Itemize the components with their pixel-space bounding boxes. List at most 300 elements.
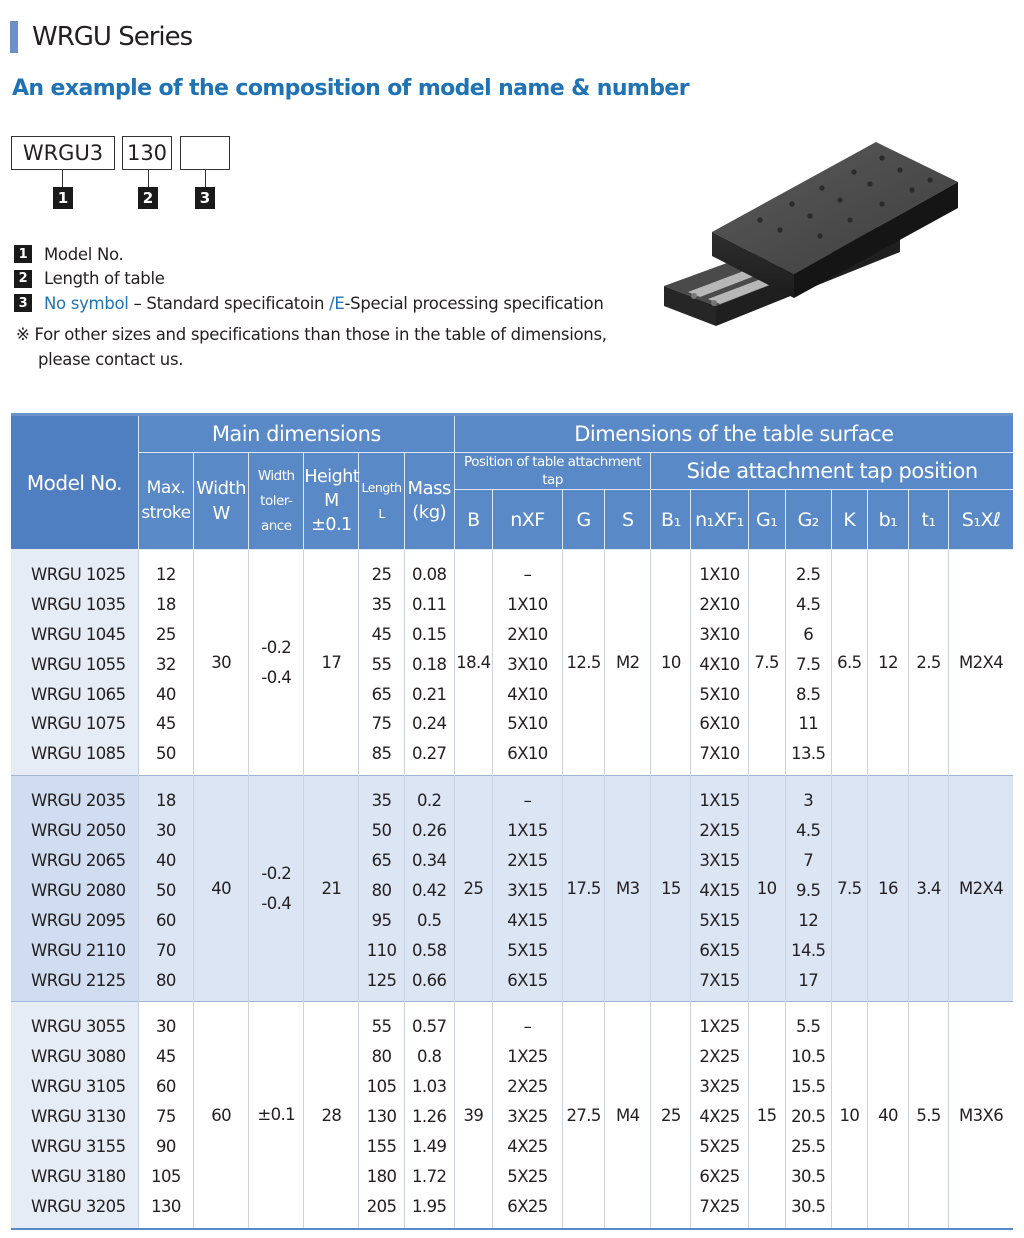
cell-values [786,1002,831,1227]
cell-values [691,550,747,775]
col-mass-header [404,453,454,550]
cell-value: 1X10 [699,565,740,584]
cell-value: 1X25 [507,1047,548,1067]
cell-value: 6X15 [699,940,740,960]
b1-cell: 10 [651,550,691,776]
k-cell: 7.5 [831,776,867,1002]
cell-value: 35 [371,594,392,614]
model-number: WRGU 1035 [31,594,126,614]
cell-value: 35 [371,791,392,811]
legend-item [14,242,604,267]
header-line: toler- [260,492,293,509]
tolerance-values [249,1100,303,1130]
stroke-cell [138,1002,193,1229]
tolerance-value: -0.2 [261,863,292,883]
model-number: WRGU 1055 [31,654,126,674]
cell-value: 130 [151,1196,181,1216]
cell-values [786,776,831,1001]
cell-value: – [523,1017,532,1037]
model-number: WRGU 2080 [31,880,126,900]
dimensions-table [11,413,1013,1230]
cell-value: 3X15 [507,880,548,900]
cell-value: 0.24 [412,714,447,734]
cell-value: 65 [371,684,392,704]
cell-value: 1.03 [412,1077,447,1097]
cell-value: 1X10 [507,594,548,614]
cell-value: 6X15 [507,970,548,990]
cell-value: 30 [156,821,176,841]
tolerance-value: -0.4 [261,893,292,913]
header-line: ±0.1 [311,515,352,535]
length-cell [359,776,404,1002]
cell-value: 13.5 [791,744,826,764]
cell-value: 125 [366,970,397,990]
cell-value: 1.95 [412,1196,447,1216]
title-accent-bar [10,21,18,53]
cell-value: 50 [371,821,392,841]
cell-value: 0.5 [416,910,442,930]
cell-value: 4X25 [699,1107,740,1127]
cell-value: 0.27 [412,744,447,764]
cell-value: 2.5 [796,565,821,584]
b1-cell: 15 [651,776,691,1002]
legend-badge: 2 [14,270,32,288]
col-tolerance-header [249,453,304,550]
cell-value: 0.8 [416,1047,442,1067]
model-values [11,776,138,1001]
t1-cell: 5.5 [909,1002,949,1229]
table-row-group [11,550,1013,776]
model-number: WRGU 2110 [31,940,126,960]
connector-line-3 [205,170,206,187]
cell-value: 7.5 [796,654,821,674]
connector-line-1 [62,170,63,187]
width-cell: 60 [194,1002,249,1229]
cell-value: 40 [156,684,176,704]
n1xf1-cell [691,776,748,1002]
k-cell: 6.5 [831,550,867,776]
header-line: (kg) [412,502,447,523]
cell-value: 5X15 [699,910,740,930]
cell-value: 0.08 [412,565,447,584]
col-nxf-header: nXF [492,490,562,550]
model-list [11,776,138,1002]
model-number: WRGU 3205 [31,1196,126,1216]
s1xl-cell: M3X6 [949,1002,1013,1229]
model-number: WRGU 3180 [31,1166,126,1186]
legend-item [14,267,604,292]
cell-value: 7X15 [699,970,740,990]
cell-value: 3X10 [699,624,740,644]
model-number: WRGU 3055 [31,1017,126,1037]
b1-lower-cell: 16 [867,776,908,1002]
col-width-header [194,453,249,550]
note-line: ※ For other sizes and specifications than those in the table of dimensions, [16,325,607,344]
cell-value: 30.5 [791,1166,826,1186]
length-cell [359,1002,404,1229]
legend-text: – Standard specificatoin [128,293,330,313]
col-g-header: G [563,490,605,550]
cell-value: 3X10 [507,654,548,674]
cell-values [405,550,454,775]
section-subtitle: An example of the composition of model name & number [12,76,689,101]
cell-value: 45 [371,624,392,644]
header-line: Mass [407,478,451,499]
cell-value: 32 [156,654,176,674]
cell-value: 3X25 [699,1077,740,1097]
stroke-cell [138,550,193,776]
cell-value: 40 [156,851,176,871]
model-no-header: Model No. [11,415,138,550]
s1xl-cell: M2X4 [949,776,1013,1002]
cell-value: 3X25 [507,1107,548,1127]
table-row-group [11,776,1013,1002]
b1-lower-cell: 40 [867,1002,908,1229]
cell-value: – [523,791,532,811]
s-cell: M4 [605,1002,651,1229]
s-cell: M3 [605,776,651,1002]
contact-note [16,322,607,372]
col-g1-header: G₁ [748,490,785,550]
cell-value: 25.5 [791,1137,826,1157]
b-cell: 39 [454,1002,492,1229]
legend-text: Model No. [44,244,124,264]
model-values [11,550,138,775]
cell-value: 9.5 [796,880,821,900]
g-cell: 12.5 [563,550,605,776]
col-g2-header: G₂ [785,490,831,550]
tolerance-value: -0.2 [261,637,292,657]
height-cell: 28 [304,1002,359,1229]
cell-values [691,776,747,1001]
legend-item [14,291,604,316]
cell-value: 4X15 [507,910,548,930]
cell-value: 2X25 [507,1077,548,1097]
cell-value: 5X10 [699,684,740,704]
model-number: WRGU 1075 [31,714,126,734]
series-title-text: WRGU Series [32,22,193,52]
legend-highlight: No symbol [44,293,129,313]
cell-values [405,1002,454,1227]
g2-cell [785,550,831,776]
cell-value: 10.5 [791,1047,826,1067]
cell-values [786,550,831,775]
cell-value: 1.49 [412,1137,447,1157]
model-number: WRGU 2125 [31,970,126,990]
cell-value: 4.5 [796,594,821,614]
nxf-cell [492,550,562,776]
header-line: Max. [146,478,186,498]
cell-values [139,550,193,775]
col-b-header: B [454,490,492,550]
cell-value: 205 [366,1196,397,1216]
model-number: WRGU 3105 [31,1077,126,1097]
cell-value: 45 [156,714,176,734]
cell-value: 2X25 [699,1047,740,1067]
cell-value: 1.72 [412,1166,447,1186]
cell-value: 90 [156,1137,176,1157]
s-cell: M2 [605,550,651,776]
b1-cell: 25 [651,1002,691,1229]
legend [14,242,604,316]
model-list [11,1002,138,1229]
cell-value: 3X15 [699,851,740,871]
legend-highlight: /E [329,293,345,313]
cell-values [493,550,562,775]
k-cell: 10 [831,1002,867,1229]
width-cell: 40 [194,776,249,1002]
cell-value: 7X10 [699,744,740,764]
header-line: W [212,503,230,524]
cell-values [405,776,454,1001]
s1xl-cell: M2X4 [949,550,1013,776]
cell-value: 45 [156,1047,176,1067]
badge-1: 1 [53,187,73,209]
cell-value: 70 [156,940,176,960]
g1-cell: 7.5 [748,550,785,776]
model-number: WRGU 3130 [31,1107,126,1127]
model-number: WRGU 2035 [31,791,126,811]
model-number: WRGU 2095 [31,910,126,930]
cell-value: 1X15 [507,821,548,841]
header-line: stroke [141,503,191,523]
cell-value: 0.34 [412,851,447,871]
model-number: WRGU 2065 [31,851,126,871]
tolerance-cell [249,1002,304,1229]
length-cell [359,550,404,776]
tolerance-cell [249,550,304,776]
col-n1xf1-header: n₁XF₁ [691,490,748,550]
model-list [11,550,138,776]
table-surface-header: Dimensions of the table surface [454,415,1013,453]
tolerance-value: ±0.1 [257,1105,296,1125]
cell-value: 6X10 [699,714,740,734]
cell-value: 55 [371,654,392,674]
cell-value: 5X25 [699,1137,740,1157]
cell-value: 80 [371,880,392,900]
cell-value: 18 [156,594,176,614]
cell-value: 4.5 [796,821,821,841]
g2-cell [785,1002,831,1229]
cell-value: 50 [156,744,176,764]
col-b1-header: B₁ [651,490,691,550]
model-number: WRGU 1045 [31,624,126,644]
col-s-header: S [605,490,651,550]
cell-values [359,550,403,775]
cell-value: 75 [371,714,392,734]
cell-value: 4X10 [507,684,548,704]
cell-value: 110 [366,940,397,960]
b-cell: 25 [454,776,492,1002]
height-cell: 17 [304,550,359,776]
legend-text: Length of table [44,269,165,289]
badge-2: 2 [138,187,158,209]
model-number: WRGU 3080 [31,1047,126,1067]
mass-cell [404,1002,454,1229]
cell-value: 17 [798,970,819,990]
cell-value: 12 [156,565,176,584]
cell-values [359,776,403,1001]
cell-value: 4X10 [699,654,740,674]
cell-value: 5.5 [796,1017,821,1037]
cell-value: 7X25 [699,1196,740,1216]
model-number: WRGU 2050 [31,821,126,841]
cell-value: 95 [371,910,392,930]
cell-value: 1X25 [699,1017,740,1037]
cell-values [691,1002,747,1227]
b-cell: 18.4 [454,550,492,776]
cell-value: 2X15 [507,851,548,871]
header-line: Height [304,467,360,487]
cell-value: 75 [156,1107,176,1127]
col-stroke-header [138,453,193,550]
cell-value: 0.26 [412,821,447,841]
badge-3: 3 [195,187,215,209]
cell-value: 155 [366,1137,397,1157]
product-image [660,136,960,351]
model-number: WRGU 3155 [31,1137,126,1157]
model-number: WRGU 1025 [31,565,126,584]
cell-value: 0.21 [412,684,447,704]
cell-value: 50 [156,880,176,900]
cell-values [359,1002,403,1227]
code-box-option [180,136,230,170]
tolerance-value: -0.4 [261,667,292,687]
cell-value: 6X25 [699,1166,740,1186]
width-cell: 30 [194,550,249,776]
cell-value: 0.57 [412,1017,447,1037]
cell-value: 20.5 [791,1107,826,1127]
g1-cell: 10 [748,776,785,1002]
connector-line-2 [148,170,149,187]
cell-value: 8.5 [796,684,821,704]
side-tap-header: Side attachment tap position [651,453,1013,490]
cell-value: 0.66 [412,970,447,990]
cell-value: 0.58 [412,940,447,960]
code-box-length: 130 [122,136,172,170]
cell-value: 85 [371,744,392,764]
g1-cell: 15 [748,1002,785,1229]
cell-value: 5X10 [507,714,548,734]
t1-cell: 2.5 [909,550,949,776]
header-line: L [378,506,385,521]
col-s1xl-header: S₁Xℓ [949,490,1013,550]
model-values [11,1002,138,1227]
cell-value: 5X15 [507,940,548,960]
cell-values [493,776,562,1001]
mass-cell [404,550,454,776]
cell-value: 2X15 [699,821,740,841]
model-number: WRGU 1085 [31,744,126,764]
cell-value: 5X25 [507,1166,548,1186]
cell-value: 15.5 [791,1077,826,1097]
nxf-cell [492,1002,562,1229]
col-k-header: K [831,490,867,550]
cell-value: 105 [151,1166,181,1186]
cell-value: 80 [156,970,176,990]
cell-value: 25 [371,565,392,584]
cell-value: – [523,565,532,584]
cell-value: 2X10 [507,624,548,644]
cell-value: 6X25 [507,1196,548,1216]
series-title [10,20,192,54]
legend-badge: 3 [14,294,32,312]
cell-value: 30.5 [791,1196,826,1216]
stroke-cell [138,776,193,1002]
cell-value: 0.11 [412,594,447,614]
legend-badge: 1 [14,245,32,263]
cell-value: 25 [156,624,176,644]
header-line: M [324,491,339,511]
n1xf1-cell [691,1002,748,1229]
cell-values [139,1002,193,1227]
mass-cell [404,776,454,1002]
header-line: ance [260,517,292,534]
cell-value: 2X10 [699,594,740,614]
header-line: Length [361,480,402,495]
cell-value: 18 [156,791,176,811]
cell-value: 130 [366,1107,397,1127]
g-cell: 27.5 [563,1002,605,1229]
cell-value: 6 [803,624,814,644]
cell-value: 105 [366,1077,397,1097]
cell-value: 55 [371,1017,392,1037]
cell-value: 12 [798,910,819,930]
col-t1-header: t₁ [909,490,949,550]
nxf-cell [492,776,562,1002]
height-cell: 21 [304,776,359,1002]
header-line: Width [257,467,295,484]
cell-value: 60 [156,1077,176,1097]
cell-value: 0.15 [412,624,447,644]
col-length-header [359,453,404,550]
g2-cell [785,776,831,1002]
cell-values [493,1002,562,1227]
table-body [11,550,1013,1229]
cell-value: 11 [798,714,819,734]
cell-value: 4X25 [507,1137,548,1157]
cell-value: 30 [156,1017,176,1037]
n1xf1-cell [691,550,748,776]
header-line: Width [196,478,246,499]
tolerance-values [249,633,303,693]
cell-value: 7 [803,851,814,871]
t1-cell: 3.4 [909,776,949,1002]
cell-values [139,776,193,1001]
cell-value: 0.42 [412,880,447,900]
model-number: WRGU 1065 [31,684,126,704]
cell-value: 0.18 [412,654,447,674]
cell-value: 80 [371,1047,392,1067]
cell-value: 0.2 [416,791,442,811]
cell-value: 1X15 [699,791,740,811]
g-cell: 17.5 [563,776,605,1002]
main-dimensions-header: Main dimensions [138,415,454,453]
cell-value: 1.26 [412,1107,447,1127]
tolerance-cell [249,776,304,1002]
cell-value: 65 [371,851,392,871]
tolerance-values [249,859,303,919]
code-box-model: WRGU3 [11,136,115,170]
cell-value: 6X10 [507,744,548,764]
cell-value: 3 [803,791,814,811]
b1-lower-cell: 12 [867,550,908,776]
col-height-header [304,453,359,550]
position-tap-header: Position of table attachment tap [454,453,651,490]
legend-text: -Special processing specification [344,293,604,313]
table-row-group [11,1002,1013,1229]
cell-value: 60 [156,910,176,930]
